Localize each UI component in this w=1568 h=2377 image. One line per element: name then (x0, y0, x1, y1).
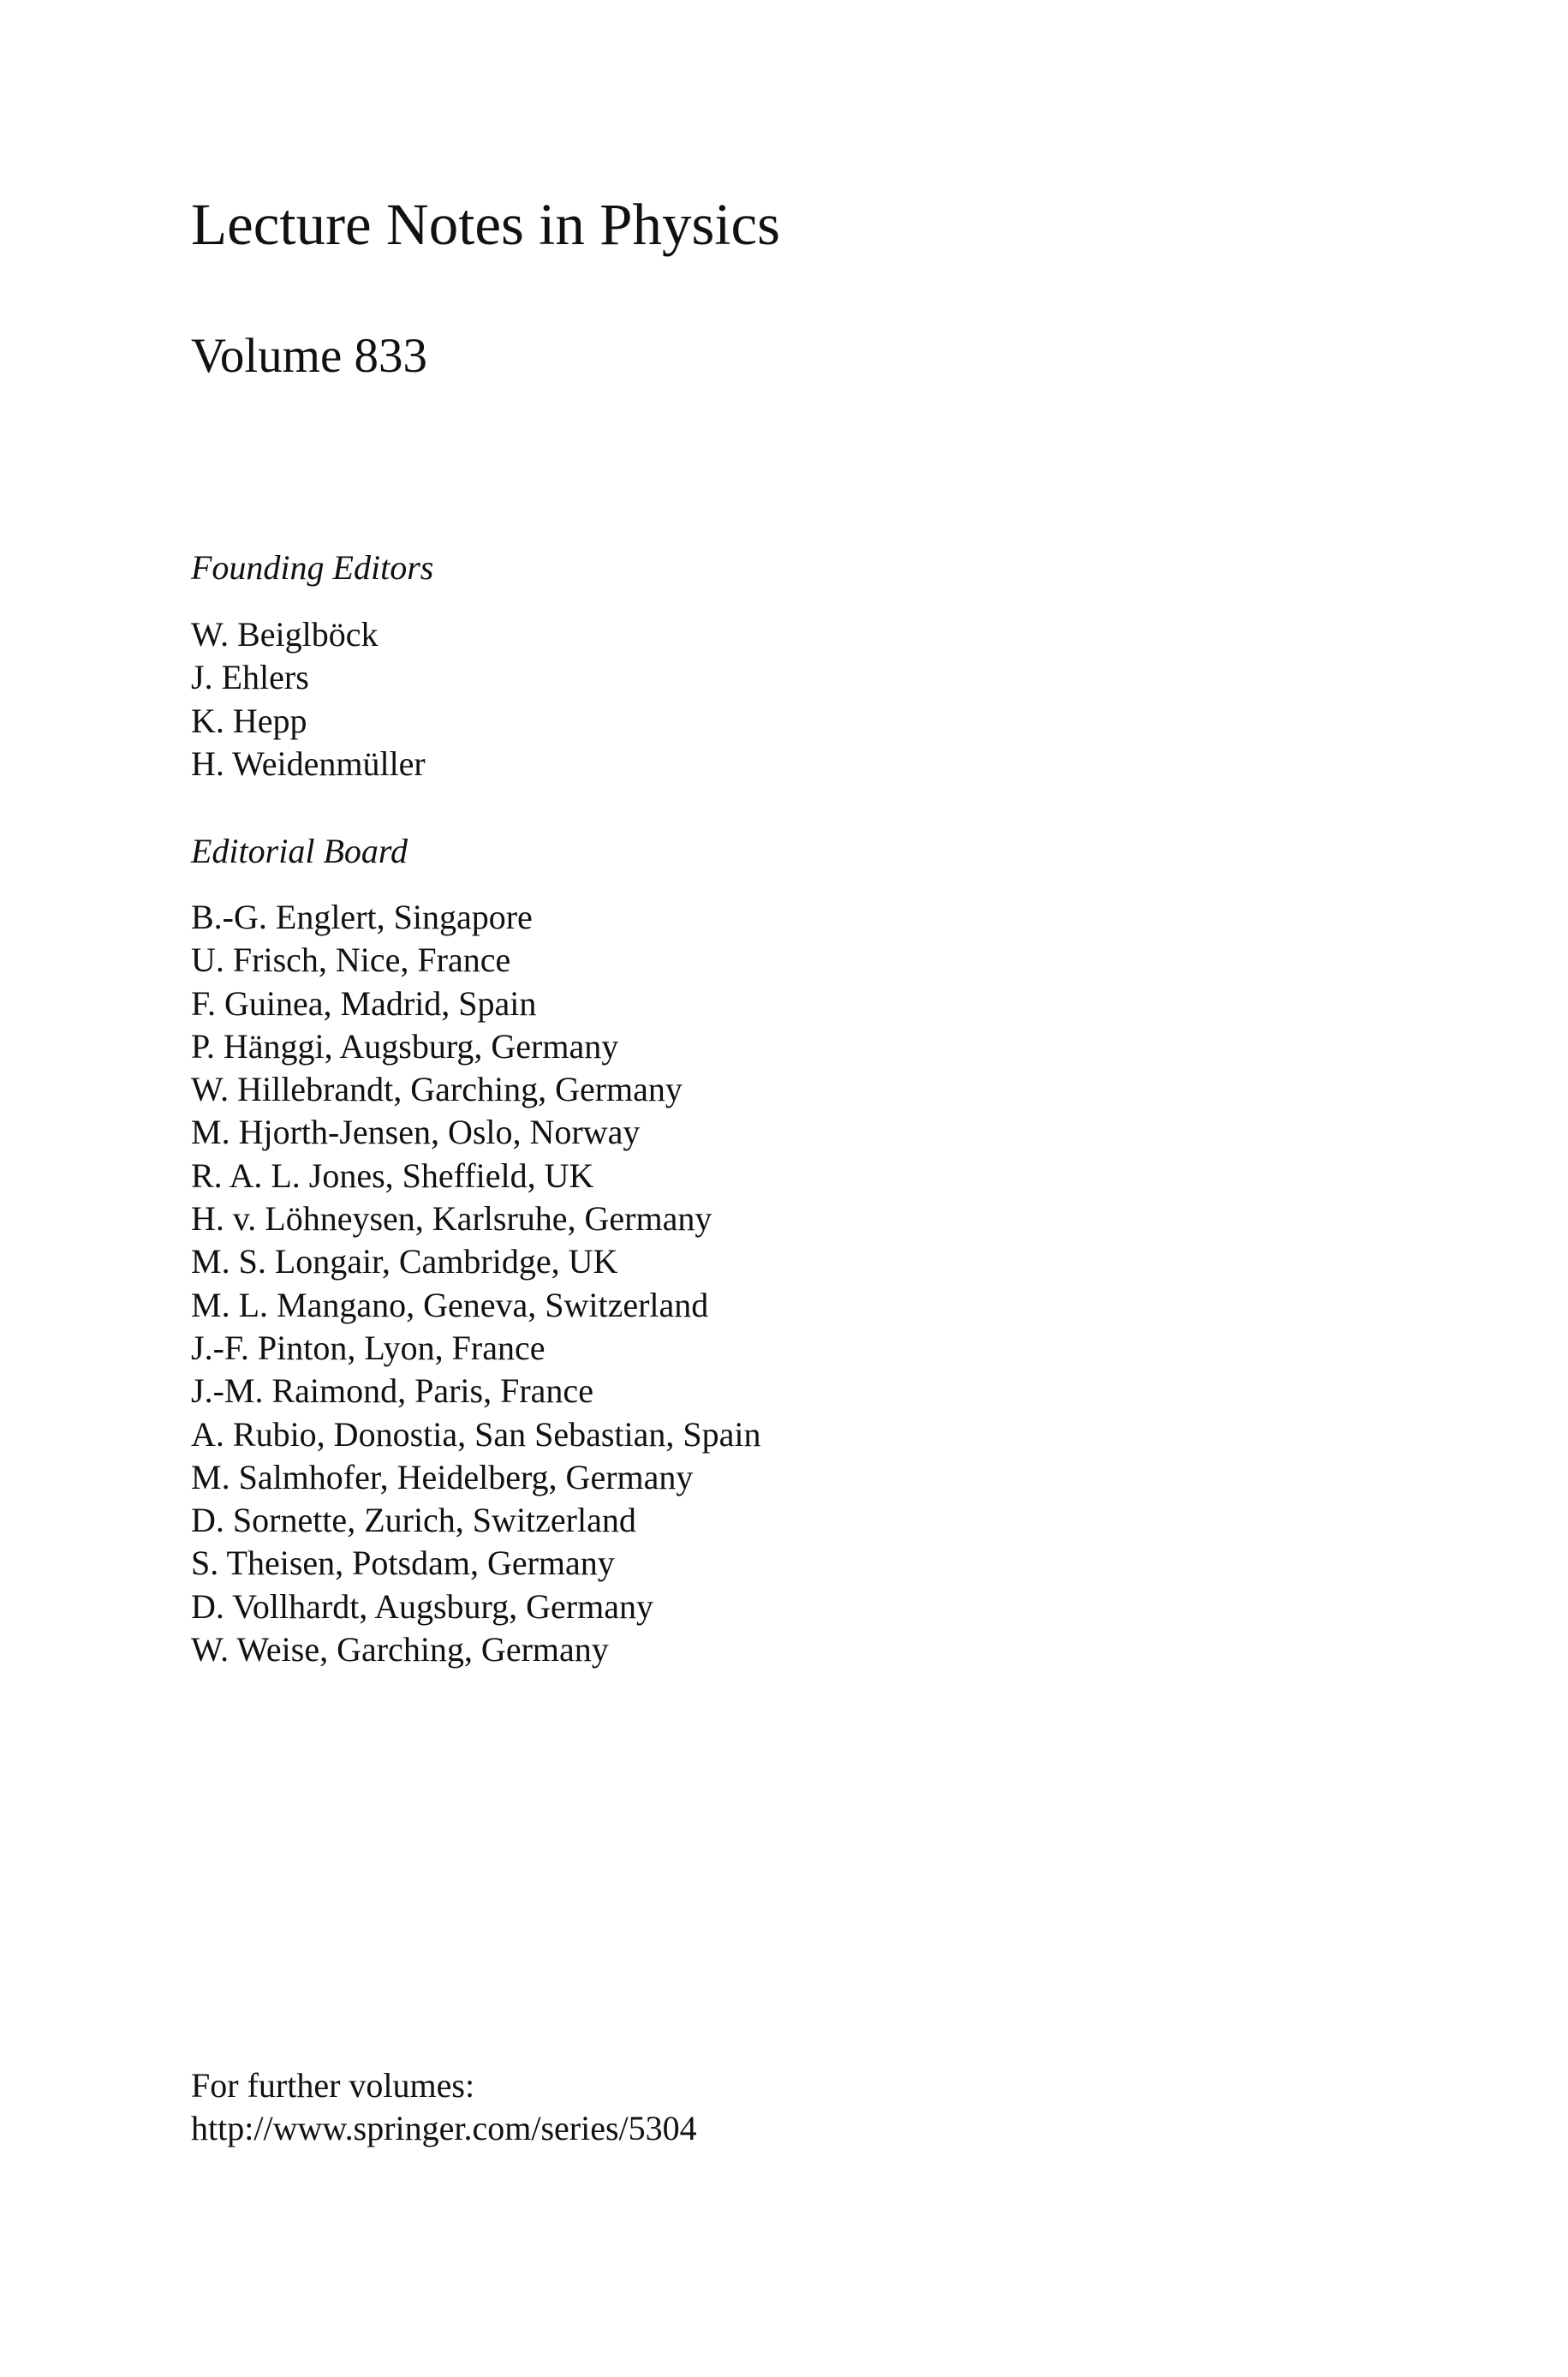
board-member: S. Theisen, Potsdam, Germany (191, 1544, 615, 1583)
founding-editors-list (191, 613, 426, 785)
board-member: A. Rubio, Donostia, San Sebastian, Spain (191, 1414, 761, 1454)
board-member: H. v. Löhneysen, Karlsruhe, Germany (191, 1199, 712, 1239)
series-title: Lecture Notes in Physics (191, 192, 780, 257)
board-member: R. A. L. Jones, Sheffield, UK (191, 1156, 594, 1195)
board-member: D. Vollhardt, Augsburg, Germany (191, 1586, 653, 1626)
board-member: D. Sornette, Zurich, Switzerland (191, 1501, 636, 1540)
board-member: B.-G. Englert, Singapore (191, 898, 533, 936)
founding-editor: J. Ehlers (191, 658, 309, 697)
founding-editor: W. Beiglböck (191, 615, 379, 654)
board-member: M. Salmhofer, Heidelberg, Germany (191, 1457, 694, 1496)
volume-number: Volume 833 (191, 329, 428, 383)
board-member: P. Hänggi, Augsburg, Germany (191, 1026, 619, 1066)
board-member: F. Guinea, Madrid, Spain (191, 983, 537, 1023)
board-member: U. Frisch, Nice, France (191, 941, 511, 980)
board-member: M. L. Mangano, Geneva, Switzerland (191, 1285, 709, 1324)
editorial-board-heading: Editorial Board (191, 832, 408, 870)
founding-editor: K. Hepp (191, 701, 307, 740)
editorial-board-list (191, 896, 761, 1671)
founding-editors-heading: Founding Editors (191, 548, 434, 587)
board-member: J.-M. Raimond, Paris, France (191, 1371, 593, 1411)
board-member: J.-F. Pinton, Lyon, France (191, 1328, 546, 1367)
series-url-link[interactable]: http://www.springer.com/series/5304 (191, 2109, 697, 2147)
board-member: W. Weise, Garching, Germany (191, 1630, 609, 1669)
board-member: M. Hjorth-Jensen, Oslo, Norway (191, 1113, 641, 1152)
board-member: M. S. Longair, Cambridge, UK (191, 1242, 618, 1281)
board-member: W. Hillebrandt, Garching, Germany (191, 1070, 683, 1109)
further-volumes-label: For further volumes: (191, 2066, 475, 2105)
founding-editor: H. Weidenmüller (191, 744, 426, 783)
